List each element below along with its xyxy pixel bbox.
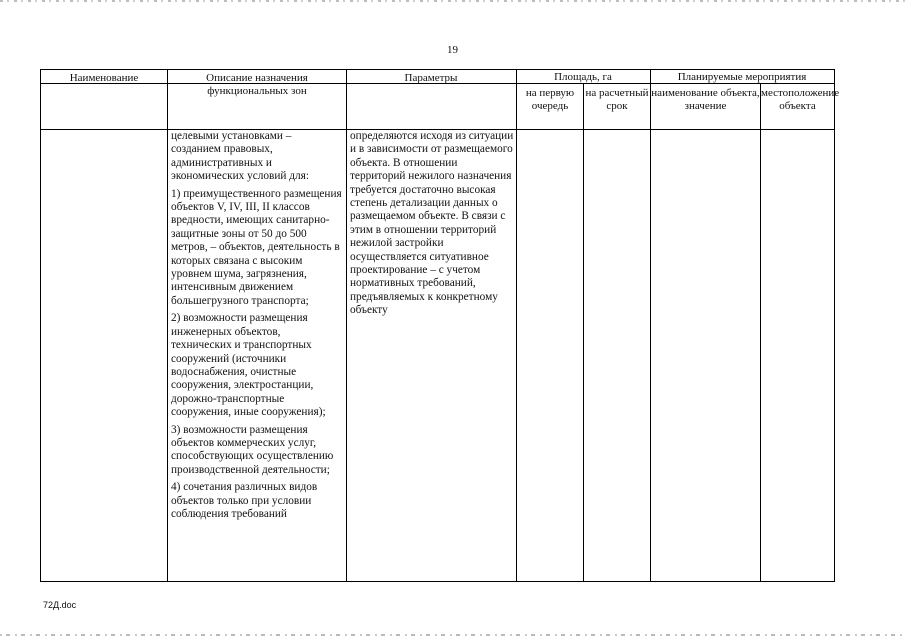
header-description: Описание назначения функциональных зон <box>206 72 308 97</box>
header-measures: Планируемые мероприятия <box>677 71 807 83</box>
header-name: Наименование <box>69 72 139 84</box>
header-area: Площадь, га <box>554 71 612 83</box>
scan-edge-top <box>0 0 905 2</box>
column-divider-3 <box>516 70 517 581</box>
header-area-target: на расчетный срок <box>585 87 649 112</box>
scan-edge-bottom <box>0 634 905 636</box>
description-paragraph: 4) сочетания различных видов объектов только при условии соблюдения требований <box>171 481 318 520</box>
column-divider-4 <box>583 83 584 581</box>
column-divider-2 <box>346 70 347 581</box>
header-parameters: Параметры <box>404 72 458 84</box>
footer-filename: 72Д.doc <box>43 600 77 610</box>
parameters-cell: определяются исходя из ситуации и в зависимости от размещаемого объекта. В отношении территорий нежилого назначения требуется достаточно высокая степень детализации данных о размещаемом объекте. В связи с этим в отношении территорий нежилой застройки осуществляется ситуативное проектирование – с учетом нормативных требований, предъявляемых к конкретному объекту <box>350 130 514 317</box>
description-paragraph: 3) возможности размещения объектов коммерческих услуг, способствующих осуществлению производственной деятельности; <box>171 423 334 476</box>
column-divider-6 <box>760 83 761 581</box>
header-measures-name: наименование объекта, значение <box>651 87 760 112</box>
header-measures-location: местоположение объекта <box>761 87 840 112</box>
description-paragraph: целевыми установками – созданием правовых, административных и экономических условий для: <box>171 130 310 183</box>
description-paragraph: 1) преимущественного размещения объектов V, IV, III, II классов вредности, имеющих санитарно-защитные зоны от 50 до 500 метров, – объектов, деятельность в которых связана с высоким уровнем шума, загрязнения, интенсивным движением большегрузного транспорта; <box>171 187 342 307</box>
header-area-first: на первую очередь <box>525 87 575 112</box>
description-cell <box>171 130 343 525</box>
document-table <box>40 69 840 582</box>
column-divider-5 <box>650 70 651 581</box>
page-number: 19 <box>447 44 458 56</box>
column-divider-1 <box>167 70 168 581</box>
description-paragraph: 2) возможности размещения инженерных объектов, технических и транспортных сооружений (источники водоснабжения, очистные сооружения, электростанции, дорожно-транспортные сооружения, иные сооружения); <box>171 312 326 419</box>
